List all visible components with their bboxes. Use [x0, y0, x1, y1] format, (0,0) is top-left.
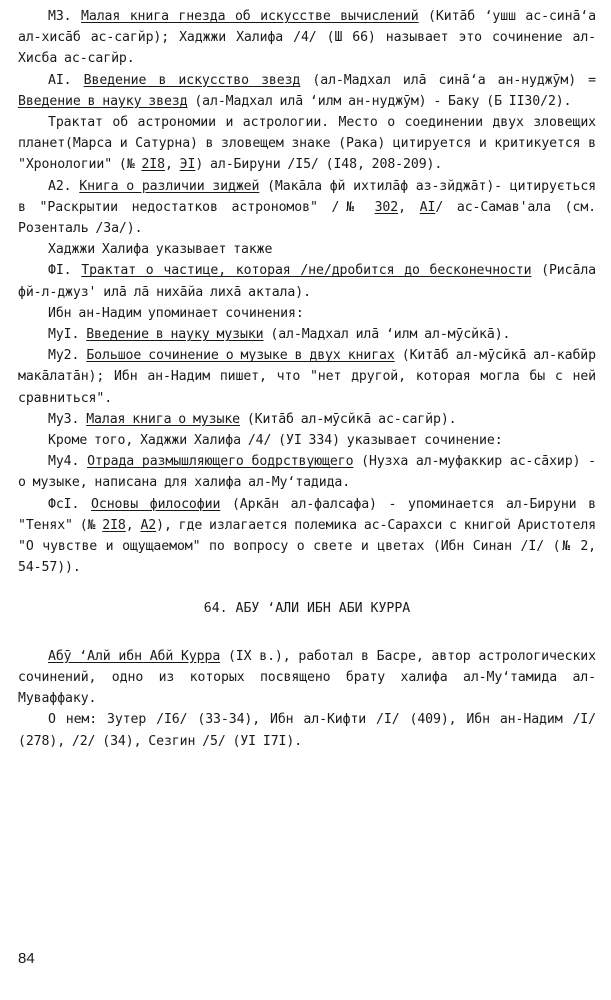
entry-code: МуI.: [48, 327, 80, 343]
entry-text: (Нузха ал-муфаккир ас-сāхир) - о музыке, написана для халифа ал-Му‘тадида.: [18, 454, 597, 491]
reference-code: ЭI: [179, 157, 196, 173]
entry-text: Ибн ан-Надим упоминает сочинения:: [48, 305, 304, 321]
entry-text: (Китāб ал-мӯсйкā ал-кабйр макāлатāн); Ибн ан-Надим пишет, что "нет другой, которая могла бы с ней сравниться".: [18, 348, 596, 406]
work-title: Отрада размышляющего бодрствующего: [87, 454, 354, 470]
entry-fs1: [18, 494, 596, 579]
entry-mu2: [18, 345, 596, 409]
entry-text-2: (ал-Мадхал илā ‘илм ан-нуджӯм) - Баку (Б II30/2).: [187, 93, 572, 109]
work-title: Трактат о частице, которая /не/дробится до бесконечности: [81, 263, 532, 279]
entry-tail: ) ал-Бируни /I5/ (I48, 208-209).: [195, 157, 443, 173]
work-title: Введение в науку музыки: [86, 327, 264, 343]
sources-paragraph: [18, 709, 596, 751]
reference-code: АI: [419, 199, 436, 215]
reference-number: 2I8: [102, 517, 126, 533]
entry-mu1: [18, 324, 596, 345]
intro-line: [18, 303, 596, 324]
work-title: Большое сочинение о музыке в двух книгах: [86, 348, 395, 364]
reference-number: 2I8: [141, 157, 165, 173]
entry-text: (Китāб ал-мӯсйкā ас-сагйр).: [240, 411, 457, 427]
entry-code: Му4.: [48, 454, 80, 470]
separator: ,: [164, 157, 180, 173]
entry-code: МЗ.: [48, 9, 72, 24]
work-title: Введение в искусство звезд: [83, 72, 301, 88]
work-title: Основы философии: [91, 496, 221, 512]
entry-text: (Китāб ‘ушш ас-синā‘а ал-хисāб ас-сагйр); Хаджжи Халифа /4/ (Ш 66) называет это сочинение ал-Хисба ас-сагйр.: [18, 9, 596, 67]
entry-code: Му3.: [48, 411, 80, 427]
bio-paragraph: [18, 646, 596, 710]
entry-text: (ал-Мадхал илā синā‘а ан-нуджӯм) =: [300, 72, 596, 88]
separator: ,: [125, 517, 141, 533]
work-title: Малая книга гнезда об искусстве вычислений: [81, 9, 419, 24]
entry-f1: [18, 260, 596, 302]
work-title-alt: Введение в науку звезд: [18, 93, 188, 109]
work-title: Книга о различии зиджей: [79, 178, 260, 194]
intro-line: [18, 239, 596, 260]
entry-text: (Рисāла фй-л-джуз' илā лā нихāйа лихā актала).: [18, 263, 596, 300]
section-heading: 64. АБУ ‘АЛИ ИБН АБИ КУРРА: [203, 601, 411, 617]
entry-tail: ), где излагается полемика ас-Сарахси с книгой Аристотеля "О чувстве и ощущаемом" по вопросу о свете и цветах (Ибн Синан /I/ (№ 2, 54-57)).: [18, 517, 597, 576]
separator: ,: [398, 199, 420, 215]
bio-text: (IX в.), работал в Басре, автор астрологических сочинений, одно из которых посвящено брату халифа ал-Му‘тамида ал-Муваффаку.: [18, 648, 596, 707]
entry-tail: / ас-Самав'ала (см. Розенталь /За/).: [18, 199, 597, 237]
work-title: Малая книга о музыке: [86, 411, 240, 427]
entry-code: А2.: [48, 178, 72, 194]
entry-code: Му2.: [48, 348, 80, 364]
entry-m3: [18, 6, 596, 70]
entry-code: АI.: [48, 72, 72, 88]
entry-code: ФI.: [48, 263, 72, 279]
person-name: Абӯ ‘Алй ибн Абй Курра: [48, 648, 221, 664]
entry-text: (Аркāн ал-фалсафа) - упоминается ал-Бируни в "Тенях" (№: [18, 496, 597, 533]
page-number: 84: [18, 950, 35, 967]
entry-a1: [18, 70, 596, 112]
intro-line: [18, 430, 596, 451]
document-page: [18, 6, 596, 752]
entry-text: (ал-Мадхал илā ‘илм ал-мӯсйкā).: [263, 327, 511, 343]
entry-text: Хаджжи Халифа указывает также: [48, 242, 273, 258]
entry-description: [18, 112, 596, 176]
entry-mu4: [18, 451, 596, 493]
sources-text: О нем: Зутер /I6/ (33-34), Ибн ал-Кифти /I/ (409), Ибн ан-Надим /I/ (278), /2/ (34), Сезгин /5/ (УI I7I).: [18, 712, 596, 749]
entry-a2: [18, 176, 596, 240]
reference-number: 302: [374, 199, 399, 215]
entry-text: Кроме того, Хаджжи Халифа /4/ (УI 334) указывает сочинение:: [48, 433, 503, 449]
entry-code: ФсI.: [48, 496, 80, 512]
reference-code: А2: [140, 517, 157, 533]
entry-text: Трактат об астрономии и астрологии. Место о соединении двух зловещих планет(Марса и Сатурна) в зловещем знаке (Рака) цитируется и критикуется в "Хронологии" (№: [18, 115, 596, 173]
entry-text: (Макāла фй ихтилāф аз-зйджāт)- цитирується в "Раскрытии недостатков астрономов" /№: [18, 178, 597, 215]
entry-mu3: [18, 409, 596, 430]
